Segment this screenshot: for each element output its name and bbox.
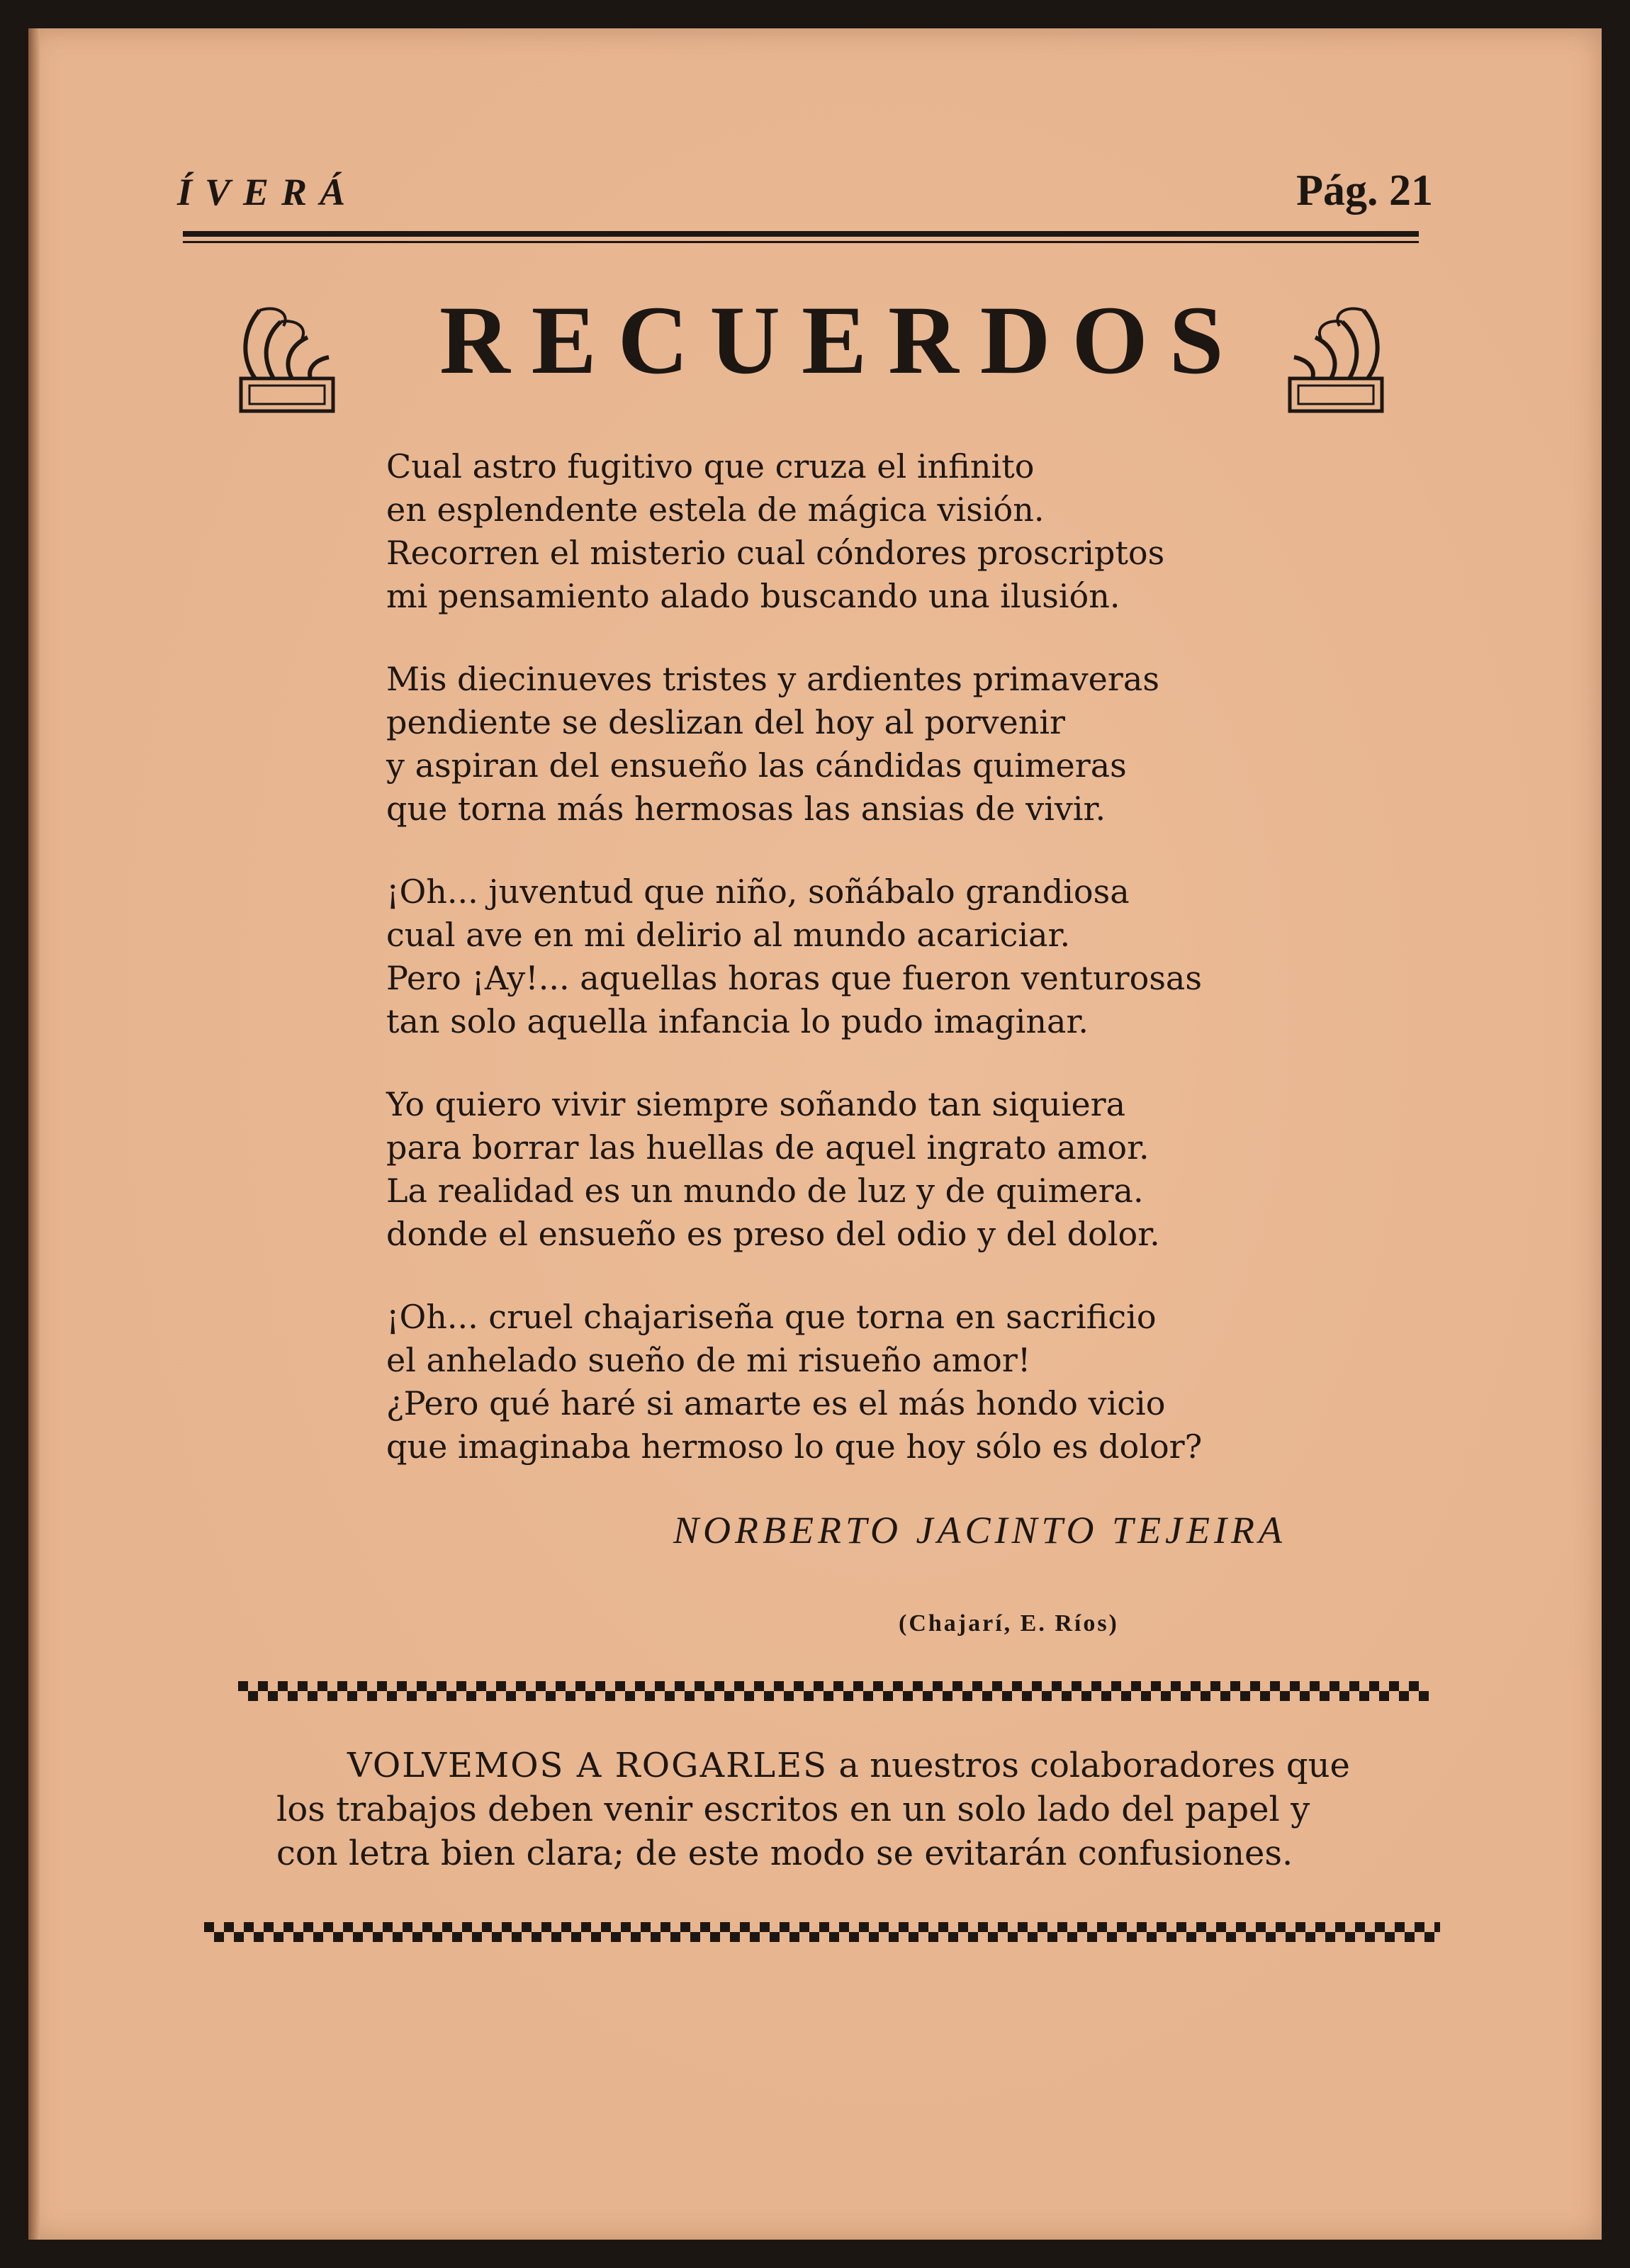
notice-text: a nuestros colaboradores que bbox=[828, 1746, 1350, 1785]
checkered-divider bbox=[204, 1922, 1440, 1942]
poem-line: donde el ensueño es preso del odio y del dolor. bbox=[386, 1215, 1160, 1253]
poem-line: Cual astro fugitivo que cruza el infinito bbox=[386, 447, 1035, 485]
author-location: (Chajarí, E. Ríos) bbox=[899, 1610, 1119, 1637]
notice-line: los trabajos deben venir escritos en un solo lado del papel y bbox=[276, 1790, 1310, 1829]
floral-ornament-icon bbox=[1283, 295, 1389, 419]
poem bbox=[386, 445, 1364, 1508]
poem-line: La realidad es un mundo de luz y de quimera. bbox=[386, 1172, 1144, 1210]
stanza bbox=[386, 658, 1364, 831]
poem-line: que imaginaba hermoso lo que hoy sólo es dolor? bbox=[386, 1427, 1203, 1466]
poem-line: ¡Oh... juventud que niño, soñábalo grandiosa bbox=[386, 872, 1130, 911]
poem-line: tan solo aquella infancia lo pudo imaginar. bbox=[386, 1002, 1089, 1040]
notice-line bbox=[276, 1744, 1417, 1787]
page-gutter bbox=[28, 28, 40, 2240]
floral-ornament-icon bbox=[234, 295, 340, 419]
page-number: Pág. 21 bbox=[1296, 167, 1433, 215]
poem-line: que torna más hermosas las ansias de vivir. bbox=[386, 790, 1106, 828]
poem-line: para borrar las huellas de aquel ingrato amor. bbox=[386, 1128, 1150, 1167]
stanza bbox=[386, 870, 1364, 1043]
poem-line: y aspiran del ensueño las cándidas quimeras bbox=[386, 746, 1127, 785]
poem-line: Mis diecinueves tristes y ardientes primaveras bbox=[386, 660, 1159, 698]
poem-line: mi pensamiento alado buscando una ilusión. bbox=[386, 577, 1120, 615]
poem-line: ¡Oh... cruel chajariseña que torna en sacrificio bbox=[386, 1298, 1157, 1336]
poem-line: pendiente se deslizan del hoy al porvenir bbox=[386, 703, 1066, 741]
stanza bbox=[386, 1083, 1364, 1256]
poem-line: Pero ¡Ay!... aquellas horas que fueron venturosas bbox=[386, 959, 1202, 997]
author-name: NORBERTO JACINTO TEJEIRA bbox=[673, 1509, 1286, 1551]
notice-line: con letra bien clara; de este modo se evitarán confusiones. bbox=[276, 1834, 1293, 1873]
poem-line: el anhelado sueño de mi risueño amor! bbox=[386, 1341, 1031, 1379]
stanza bbox=[386, 445, 1364, 618]
stanza bbox=[386, 1296, 1364, 1469]
editorial-notice bbox=[276, 1744, 1417, 1875]
magazine-title: ÍVERÁ bbox=[177, 171, 359, 213]
article-title: RECUERDOS bbox=[439, 286, 1245, 394]
poem-line: Recorren el misterio cual cóndores proscriptos bbox=[386, 534, 1165, 572]
poem-line: Yo quiero vivir siempre soñando tan siquiera bbox=[386, 1085, 1126, 1123]
notice-lead: VOLVEMOS A ROGARLES bbox=[347, 1746, 828, 1785]
magazine-page bbox=[28, 28, 1602, 2240]
header-rule-thin bbox=[183, 241, 1419, 243]
poem-line: ¿Pero qué haré si amarte es el más hondo vicio bbox=[386, 1384, 1166, 1422]
poem-line: en esplendente estela de mágica visión. bbox=[386, 490, 1045, 529]
poem-line: cual ave en mi delirio al mundo acariciar. bbox=[386, 916, 1071, 954]
header-rule bbox=[183, 231, 1419, 237]
checkered-divider bbox=[238, 1681, 1429, 1701]
